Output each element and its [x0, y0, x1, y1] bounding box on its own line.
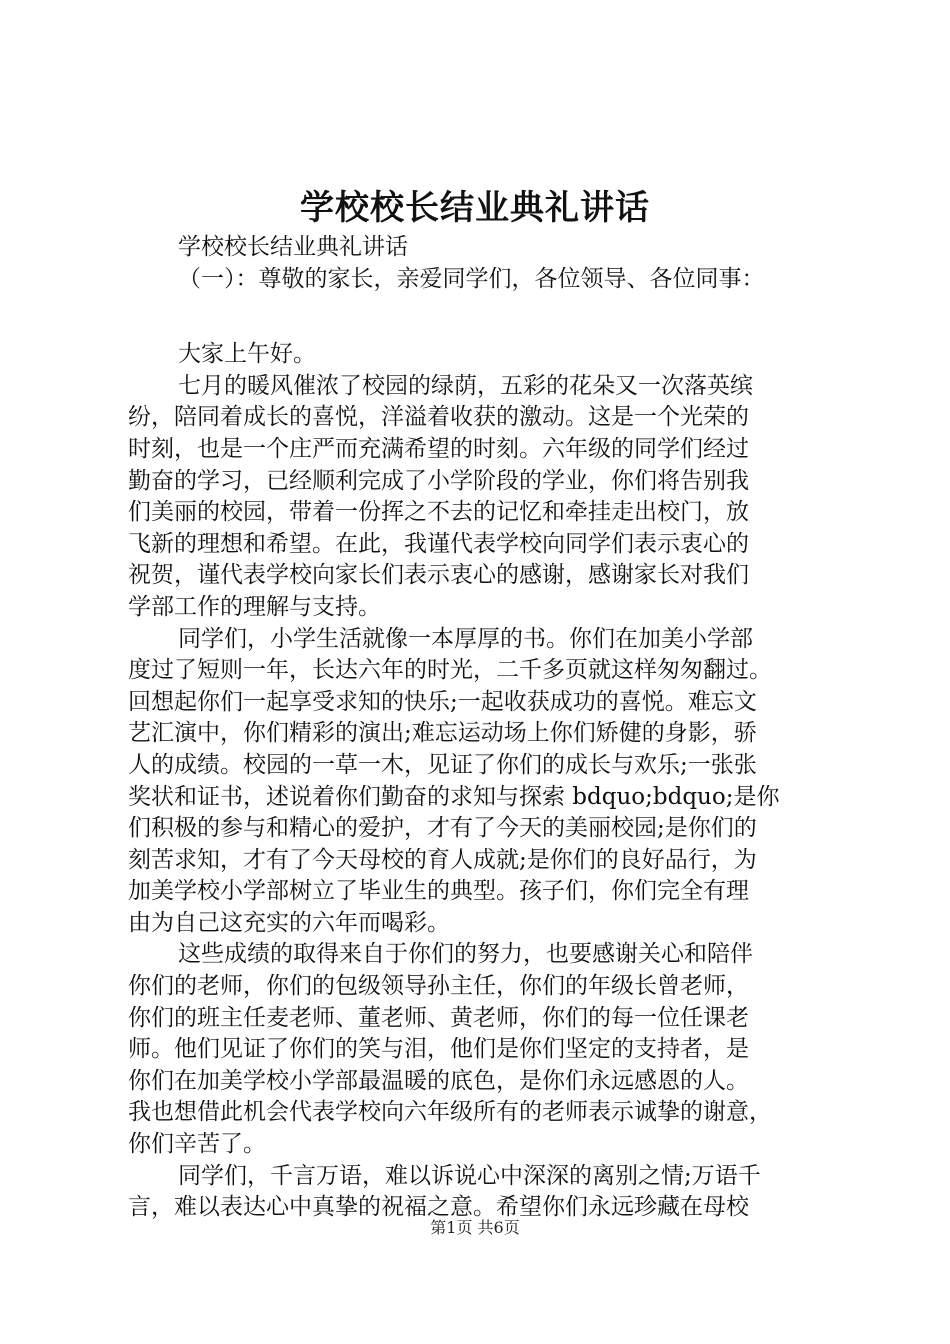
- paragraph-line: 由为自己这充实的六年而喝彩。: [128, 909, 450, 936]
- paragraph-line: （一）：尊敬的家长，亲爱同学们，各位领导、各位同事：: [178, 265, 765, 292]
- paragraph-line: 言，难以表达心中真挚的祝福之意。希望你们永远珍藏在母校: [128, 1194, 749, 1221]
- paragraph-line: 时刻，也是一个庄严而充满希望的时刻。六年级的同学们经过: [128, 435, 749, 462]
- paragraph-line: 学部工作的理解与支持。: [128, 593, 381, 620]
- paragraph-line: 奖状和证书，述说着你们勤奋的求知与探索 bdquo;bdquo;是你: [128, 783, 780, 810]
- paragraph-line: 艺汇演中，你们精彩的演出;难忘运动场上你们矫健的身影，骄: [128, 720, 757, 747]
- document-body: [128, 232, 833, 1224]
- paragraph-line: 七月的暖风催浓了校园的绿荫，五彩的花朵又一次落英缤: [178, 372, 753, 399]
- paragraph-line: 师。他们见证了你们的笑与泪，他们是你们坚定的支持者，是: [128, 1036, 749, 1063]
- paragraph-line: 度过了短则一年，长达六年的时光，二千多页就这样匆匆翻过。: [128, 657, 772, 684]
- paragraph-line: 我也想借此机会代表学校向六年级所有的老师表示诚挚的谢意，: [128, 1099, 772, 1126]
- paragraph-line: 加美学校小学部树立了毕业生的典型。孩子们，你们完全有理: [128, 878, 749, 905]
- paragraph-line: 祝贺，谨代表学校向家长们表示衷心的感谢，感谢家长对我们: [128, 562, 749, 589]
- paragraph-line: 大家上午好。: [178, 341, 316, 368]
- paragraph-line: 回想起你们一起享受求知的快乐;一起收获成功的喜悦。难忘文: [128, 688, 757, 715]
- paragraph-line: 同学们，千言万语，难以诉说心中深深的离别之情;万语千: [178, 1162, 761, 1189]
- paragraph-line: 你们的班主任麦老师、董老师、黄老师，你们的每一位任课老: [128, 1004, 749, 1031]
- paragraph-line: 你们在加美学校小学部最温暖的底色，是你们永远感恩的人。: [128, 1067, 749, 1094]
- paragraph-line: 们积极的参与和精心的爱护，才有了今天的美丽校园;是你们的: [128, 815, 757, 842]
- paragraph-line: 这些成绩的取得来自于你们的努力，也要感谢关心和陪伴: [178, 941, 753, 968]
- paragraph-line: 纷，陪同着成长的喜悦，洋溢着收获的激动。这是一个光荣的: [128, 404, 749, 431]
- paragraph-line: 飞新的理想和希望。在此，我谨代表学校向同学们表示衷心的: [128, 530, 749, 557]
- blank-line: [128, 295, 833, 339]
- paragraph-line: 你们辛苦了。: [128, 1131, 266, 1158]
- paragraph-line: 刻苦求知，才有了今天母校的育人成就;是你们的良好品行，为: [128, 846, 757, 873]
- document-title: 学校校长结业典礼讲话: [300, 188, 650, 228]
- paragraph-line: 同学们，小学生活就像一本厚厚的书。你们在加美小学部: [178, 625, 753, 652]
- paragraph-line: 们美丽的校园，带着一份挥之不去的记忆和牵挂走出校门，放: [128, 499, 749, 526]
- paragraph-line: 学校校长结业典礼讲话: [178, 234, 408, 260]
- paragraph-line: 勤奋的学习，已经顺利完成了小学阶段的学业，你们将告别我: [128, 467, 749, 494]
- page-footer: 第1页 共6页: [430, 1218, 520, 1237]
- paragraph-line: 你们的老师，你们的包级领导孙主任，你们的年级长曾老师，: [128, 973, 749, 1000]
- paragraph-line: 人的成绩。校园的一草一木，见证了你们的成长与欢乐;一张张: [128, 751, 757, 778]
